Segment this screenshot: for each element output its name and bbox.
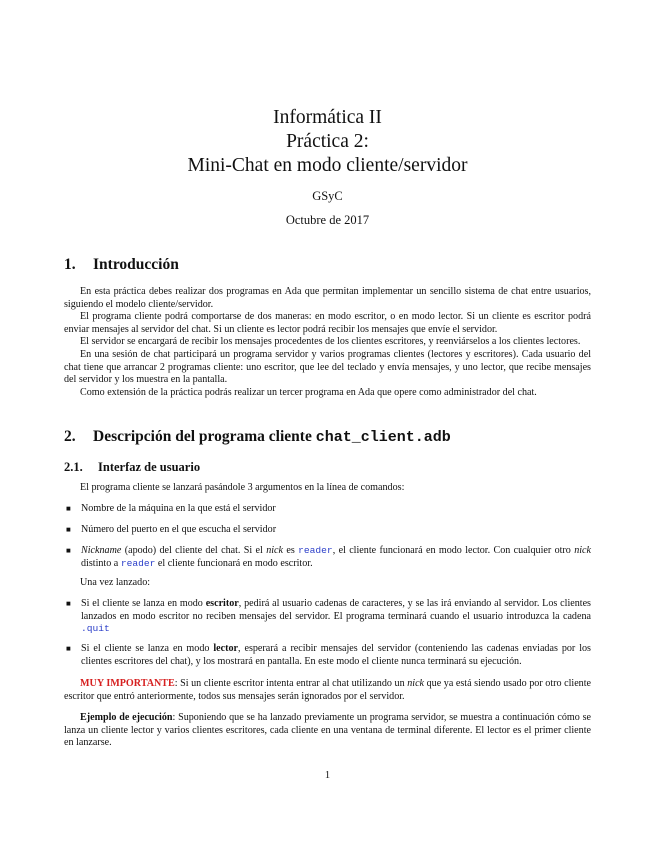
document-title-line3: Mini-Chat en modo cliente/servidor [187,155,468,176]
nickname-term: Nickname [81,545,122,556]
section-1-body [64,286,591,399]
section-2-title: Descripción del programa cliente [93,428,312,445]
important-note: MUY IMPORTANTE: Si un cliente escritor intenta entrar al chat utilizando un nick que ya está siendo usado por otro cliente escritor que entró anteriormente, todos sus mensajes serán ignorados por el servidor. [64,678,592,702]
list-item: ■ Si el cliente se lanza en modo escritor, pedirá al usuario cadenas de caracteres, y se las irá enviando al servidor. Los clientes lanzados en modo escritor no reciben mensajes del servidor. El programa terminará cuando el usuario introduzca la cadena .quit [66,598,591,635]
once-launched: Una vez lanzado: [80,577,151,588]
list-item: ■ Si el cliente se lanza en modo lector, esperará a recibir mensajes del servidor (conteniendo las cadenas enviadas por los clientes escritores del chat), y los mostrará en pantalla. En este modo el cliente nunca terminará su ejecución. [66,643,591,667]
subsection-2-1-number: 2.1. [64,460,83,474]
document-title-line2: Práctica 2: [286,131,369,152]
bullet-icon: ■ [66,504,71,513]
code-quit: .quit [81,623,110,635]
bullet-icon: ■ [66,525,71,534]
example-paragraph: Ejemplo de ejecución: Suponiendo que se ha lanzado previamente un programa servidor, se muestra a continuación cómo se lanza un cliente lector y varios clientes escritores, cada cliente en una ventana de terminal diferente. El lector es el primer cliente en lanzarse. [64,712,591,749]
paragraph: El programa cliente podrá comportarse de dos maneras: en modo escritor, o en modo lector. Si un cliente es escritor podrá enviar mensajes al servidor del chat. Si un cliente es lector podrá recibir los mensajes que envíe el servidor. [64,311,591,335]
args-list [64,524,591,537]
bullet-icon: ■ [66,546,71,555]
subsection-2-1-title: Interfaz de usuario [98,460,201,474]
list-item: ■ Nombre de la máquina en la que está el servidor [66,503,276,514]
code-reader: reader [298,545,333,556]
args-intro: El programa cliente se lanzará pasándole 3 argumentos en la línea de comandos: [80,482,405,493]
modes-list [64,598,591,636]
paragraph: En esta práctica debes realizar dos programas en Ada que permitan implementar un sencillo sistema de chat entre usuarios, siguiendo el modelo cliente/servidor. [64,286,591,310]
args-list [64,545,591,570]
args-list [64,503,591,516]
document-title-line1: Informática II [273,107,382,128]
paragraph: El servidor se encargará de recibir los mensajes procedentes de los clientes escritores, y reenviárselos a los clientes lectores. [80,336,581,348]
section-2-heading [64,428,451,446]
paragraph: Como extensión de la práctica podrás realizar un tercer programa en Ada que opere como administrador del chat. [80,386,537,398]
section-1-title: Introducción [93,256,179,273]
section-2-code: chat_client.adb [315,429,451,446]
bullet-icon: ■ [66,599,71,608]
subsection-2-1-heading [64,460,200,475]
list-item: ■ Número del puerto en el que escucha el servidor [66,524,277,535]
paragraph: En una sesión de chat participará un programa servidor y varios programas clientes (lectores y escritores). Cada usuario del chat tiene que arrancar 2 programas cliente: uno escritor, que lee del teclado y envía mensajes, y uno lector, que recibe mensajes del servidor y los muestra en la pantalla. [64,348,591,386]
section-1-heading [64,256,179,274]
section-1-number: 1. [64,256,76,273]
important-label: MUY IMPORTANTE [80,678,175,689]
list-item: ■ Nickname (apodo) del cliente del chat. Si el nick es reader, el cliente funcionará en modo lector. Con cualquier otro nick distinto a reader el cliente funcionará en modo escritor. [66,545,591,569]
code-reader: reader [120,557,156,569]
document-date: Octubre de 2017 [285,213,370,227]
modes-list [64,643,591,668]
section-2-number: 2. [64,428,76,445]
page-number: 1 [324,770,331,781]
bullet-icon: ■ [66,644,71,653]
example-label: Ejemplo de ejecución [80,712,173,723]
document-author: GSyC [312,189,343,203]
